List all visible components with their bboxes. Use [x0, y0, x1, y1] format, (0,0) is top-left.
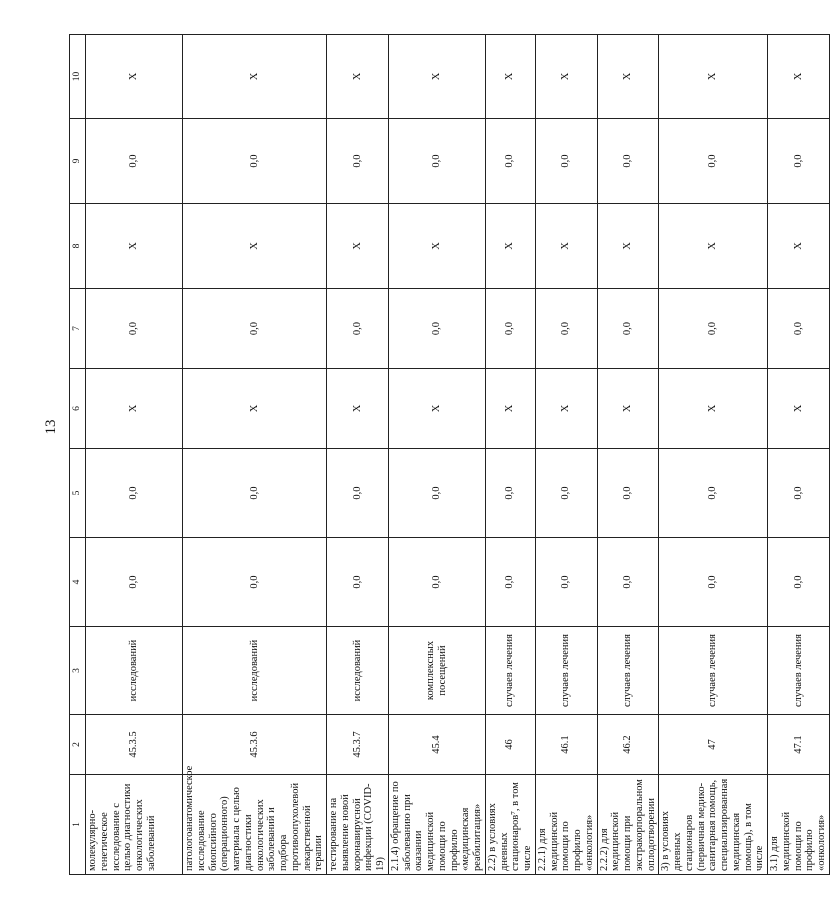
cell-col8: X [327, 204, 389, 289]
cell-col10: X [597, 35, 659, 119]
table-row [388, 35, 485, 875]
row-code: 46.2 [597, 715, 659, 775]
row-code: 45.4 [388, 715, 485, 775]
cell-col8: X [183, 204, 327, 289]
page-number: 13 [43, 419, 59, 435]
column-header: 7 [70, 289, 86, 369]
cell-col9: 0,0 [183, 119, 327, 204]
row-unit: исследований [183, 627, 327, 715]
cell-col9: 0,0 [768, 119, 830, 204]
rotated-table-container [69, 35, 827, 875]
cell-col6: X [327, 369, 389, 449]
cell-col7: 0,0 [86, 289, 183, 369]
cell-col9: 0,0 [535, 119, 597, 204]
cell-col4: 0,0 [183, 538, 327, 627]
cell-col7: 0,0 [388, 289, 485, 369]
column-header: 8 [70, 204, 86, 289]
cell-col9: 0,0 [659, 119, 768, 204]
row-unit: случаев лечения [597, 627, 659, 715]
cell-col5: 0,0 [86, 449, 183, 538]
column-header: 9 [70, 119, 86, 204]
row-name: 2.1.4) обращение по заболеванию при оказании медицинской помощи по профилю «медицинская реабилитация» [388, 775, 485, 875]
row-code: 47.1 [768, 715, 830, 775]
row-code: 46 [485, 715, 535, 775]
cell-col6: X [768, 369, 830, 449]
cell-col6: X [597, 369, 659, 449]
row-name: 2.2) в условиях дневных стационаров⁷, в том числе [485, 775, 535, 875]
column-number-row [70, 35, 86, 875]
row-code: 45.3.7 [327, 715, 389, 775]
cell-col4: 0,0 [388, 538, 485, 627]
row-name: 3) в условиях дневных стационаров (первичная медико-санитарная помощь, специализированная медицинская помощь), в том числе [659, 775, 768, 875]
cell-col4: 0,0 [659, 538, 768, 627]
row-code: 45.3.6 [183, 715, 327, 775]
column-header: 10 [70, 35, 86, 119]
cell-col4: 0,0 [86, 538, 183, 627]
cell-col7: 0,0 [597, 289, 659, 369]
row-unit: случаев лечения [535, 627, 597, 715]
cell-col10: X [183, 35, 327, 119]
row-name: 2.2.1) для медицинской помощи по профилю «онкология» [535, 775, 597, 875]
table-row [535, 35, 597, 875]
cell-col6: X [535, 369, 597, 449]
cell-col8: X [388, 204, 485, 289]
cell-col7: 0,0 [183, 289, 327, 369]
row-name: патологоанатомическое исследование биопсийного (операционного) материала с целью диагностики онкологических заболеваний и подбора противоопухолевой лекарственной терапии [183, 775, 327, 875]
cell-col6: X [485, 369, 535, 449]
cell-col6: X [388, 369, 485, 449]
cell-col5: 0,0 [327, 449, 389, 538]
cell-col8: X [86, 204, 183, 289]
column-header: 4 [70, 538, 86, 627]
cell-col7: 0,0 [535, 289, 597, 369]
row-unit: исследований [86, 627, 183, 715]
cell-col9: 0,0 [597, 119, 659, 204]
cell-col4: 0,0 [597, 538, 659, 627]
cell-col7: 0,0 [327, 289, 389, 369]
cell-col6: X [659, 369, 768, 449]
cell-col10: X [388, 35, 485, 119]
cell-col5: 0,0 [388, 449, 485, 538]
row-unit: комплексных посещений [388, 627, 485, 715]
cell-col9: 0,0 [327, 119, 389, 204]
row-name: молекулярно-генетическое исследование с целью диагностики онкологических заболеваний [86, 775, 183, 875]
cell-col10: X [86, 35, 183, 119]
cell-col5: 0,0 [485, 449, 535, 538]
cell-col7: 0,0 [659, 289, 768, 369]
cell-col10: X [485, 35, 535, 119]
cell-col6: X [86, 369, 183, 449]
cell-col4: 0,0 [327, 538, 389, 627]
row-code: 47 [659, 715, 768, 775]
row-code: 45.3.5 [86, 715, 183, 775]
cell-col4: 0,0 [535, 538, 597, 627]
cell-col5: 0,0 [659, 449, 768, 538]
cell-col5: 0,0 [768, 449, 830, 538]
cell-col5: 0,0 [183, 449, 327, 538]
cell-col9: 0,0 [485, 119, 535, 204]
data-table [69, 34, 830, 875]
cell-col10: X [535, 35, 597, 119]
cell-col6: X [183, 369, 327, 449]
cell-col7: 0,0 [768, 289, 830, 369]
cell-col4: 0,0 [485, 538, 535, 627]
row-unit: случаев лечения [485, 627, 535, 715]
table-row [768, 35, 830, 875]
column-header: 6 [70, 369, 86, 449]
cell-col5: 0,0 [597, 449, 659, 538]
row-unit: исследований [327, 627, 389, 715]
table-row [597, 35, 659, 875]
table-row [327, 35, 389, 875]
row-unit: случаев лечения [659, 627, 768, 715]
cell-col10: X [327, 35, 389, 119]
table-row [659, 35, 768, 875]
column-header: 5 [70, 449, 86, 538]
cell-col9: 0,0 [388, 119, 485, 204]
table-row [183, 35, 327, 875]
cell-col4: 0,0 [768, 538, 830, 627]
column-header: 2 [70, 715, 86, 775]
cell-col10: X [768, 35, 830, 119]
row-name: тестирование на выявление новой коронавирусной инфекции (COVID-19) [327, 775, 389, 875]
cell-col10: X [659, 35, 768, 119]
row-code: 46.1 [535, 715, 597, 775]
row-name: 3.1) для медицинской помощи по профилю «онкология» [768, 775, 830, 875]
column-header: 3 [70, 627, 86, 715]
cell-col5: 0,0 [535, 449, 597, 538]
table-row [86, 35, 183, 875]
column-header: 1 [70, 775, 86, 875]
table-row [485, 35, 535, 875]
cell-col8: X [535, 204, 597, 289]
row-name: 2.2.2) для медицинской помощи при экстракорпоральном оплодотворении [597, 775, 659, 875]
cell-col9: 0,0 [86, 119, 183, 204]
cell-col8: X [597, 204, 659, 289]
cell-col8: X [768, 204, 830, 289]
cell-col7: 0,0 [485, 289, 535, 369]
row-unit: случаев лечения [768, 627, 830, 715]
cell-col8: X [485, 204, 535, 289]
cell-col8: X [659, 204, 768, 289]
